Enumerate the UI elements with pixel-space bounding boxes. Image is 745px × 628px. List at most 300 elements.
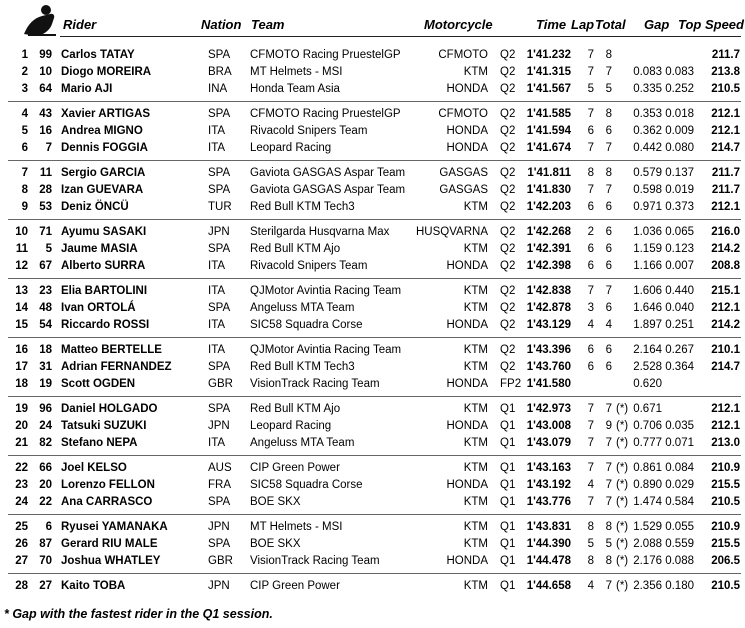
- rider-number: 27: [39, 580, 52, 592]
- rider-number: 64: [39, 83, 52, 95]
- rider-name: Mario AJI: [61, 83, 113, 95]
- total-laps: 7: [605, 142, 612, 154]
- rider-motorcycle: KTM: [463, 66, 488, 78]
- header-divider: [60, 36, 741, 37]
- lap-time: 1'42.391: [526, 243, 571, 255]
- rider-nation: ITA: [208, 142, 226, 154]
- rider-team: Red Bull KTM Tech3: [250, 361, 355, 373]
- session: Q1: [500, 420, 516, 432]
- table-row: [0, 536, 745, 553]
- table-row: [0, 199, 745, 216]
- rider-name: Ana CARRASCO: [61, 496, 153, 508]
- best-lap: 7: [587, 437, 594, 449]
- best-lap: 7: [587, 285, 594, 297]
- total-laps: 8: [605, 49, 612, 61]
- lap-time: 1'44.390: [526, 538, 571, 550]
- rider-position: 6: [21, 142, 28, 154]
- gap-previous: 0.018: [665, 108, 694, 120]
- gap-first: 1.529: [633, 521, 662, 533]
- gap-previous: 0.123: [665, 243, 694, 255]
- gap-previous: 0.040: [665, 302, 694, 314]
- q1-marker: (*): [616, 580, 629, 592]
- best-lap: 7: [587, 496, 594, 508]
- total-laps: 5: [605, 538, 612, 550]
- total-laps: 7: [605, 479, 612, 491]
- session: FP2: [500, 378, 522, 390]
- rider-number: 43: [39, 108, 52, 120]
- best-lap: 5: [587, 538, 594, 550]
- gap-first: 2.528: [633, 361, 662, 373]
- team-header: Team: [251, 17, 285, 32]
- rider-team: Angeluss MTA Team: [250, 302, 355, 314]
- top-speed: 212.1: [711, 403, 740, 415]
- rider-nation: ITA: [208, 344, 226, 356]
- rider-position: 21: [15, 437, 28, 449]
- rider-team: QJMotor Avintia Racing Team: [250, 344, 402, 356]
- total-laps: 7: [605, 403, 612, 415]
- rider-position: 18: [15, 378, 28, 390]
- gap-first: 2.356: [633, 580, 662, 592]
- rider-nation: AUS: [208, 462, 232, 474]
- rider-motorcycle: CFMOTO: [438, 108, 488, 120]
- rider-name: Andrea MIGNO: [61, 125, 143, 137]
- rider-name: Stefano NEPA: [61, 437, 138, 449]
- rider-nation: ITA: [208, 285, 226, 297]
- session: Q2: [500, 108, 516, 120]
- session: Q2: [500, 184, 516, 196]
- rider-position: 20: [15, 420, 28, 432]
- lap-time: 1'43.776: [526, 496, 571, 508]
- rider-motorcycle: GASGAS: [439, 184, 488, 196]
- table-row: [0, 165, 745, 182]
- rider-name: Diogo MOREIRA: [61, 66, 152, 78]
- rider-position: 16: [15, 344, 28, 356]
- time-header: Time: [536, 17, 567, 32]
- best-lap: 3: [587, 302, 594, 314]
- gap-first: 1.474: [633, 496, 662, 508]
- gap-first: 0.706: [633, 420, 662, 432]
- lap-time: 1'44.658: [526, 580, 571, 592]
- gap-previous: 0.364: [665, 361, 694, 373]
- rider-motorcycle: HONDA: [446, 125, 488, 137]
- gap-previous: 0.584: [665, 496, 694, 508]
- rider-position: 3: [21, 83, 28, 95]
- rider-position: 19: [15, 403, 28, 415]
- rider-team: Rivacold Snipers Team: [250, 260, 368, 272]
- rider-team: CFMOTO Racing PruestelGP: [250, 49, 401, 61]
- best-lap: 6: [587, 361, 594, 373]
- q1-marker: (*): [616, 437, 629, 449]
- rider-name: Scott OGDEN: [61, 378, 136, 390]
- session: Q1: [500, 462, 516, 474]
- rider-position: 2: [21, 66, 28, 78]
- total-header: Total: [595, 17, 626, 32]
- rider-position: 9: [21, 201, 28, 213]
- top-speed: 214.7: [711, 361, 740, 373]
- top-speed: 212.1: [711, 108, 740, 120]
- total-laps: 6: [605, 260, 612, 272]
- best-lap: 6: [587, 260, 594, 272]
- rider-position: 22: [15, 462, 28, 474]
- gap-previous: 0.440: [665, 285, 694, 297]
- table-row: [0, 300, 745, 317]
- rider-team: SIC58 Squadra Corse: [250, 479, 363, 491]
- rider-nation: GBR: [208, 378, 233, 390]
- top-speed: 213.0: [711, 437, 740, 449]
- lap-time: 1'43.129: [526, 319, 571, 331]
- rider-number: 28: [39, 184, 52, 196]
- lap-time: 1'41.674: [526, 142, 571, 154]
- top-speed: 210.5: [711, 496, 740, 508]
- rider-motorcycle: KTM: [463, 403, 488, 415]
- rider-nation: SPA: [208, 403, 231, 415]
- gap-first: 0.598: [633, 184, 662, 196]
- rider-nation: JPN: [208, 226, 230, 238]
- rider-nation: SPA: [208, 243, 231, 255]
- session: Q2: [500, 167, 516, 179]
- best-lap: 4: [587, 479, 594, 491]
- rider-name: Adrian FERNANDEZ: [61, 361, 172, 373]
- gap-first: 0.777: [633, 437, 662, 449]
- lap-time: 1'43.192: [526, 479, 571, 491]
- session: Q2: [500, 226, 516, 238]
- rider-name: Matteo BERTELLE: [61, 344, 162, 356]
- group-divider: [8, 278, 741, 279]
- rider-team: Leopard Racing: [250, 420, 332, 432]
- rider-motorcycle: KTM: [463, 521, 488, 533]
- top-speed: 212.1: [711, 302, 740, 314]
- gap-first: 0.362: [633, 125, 662, 137]
- rider-name: Dennis FOGGIA: [61, 142, 148, 154]
- table-row: [0, 106, 745, 123]
- top-speed: 210.1: [711, 344, 740, 356]
- rider-team: CIP Green Power: [250, 462, 340, 474]
- rider-number: 96: [39, 403, 52, 415]
- session: Q2: [500, 285, 516, 297]
- rider-motorcycle: HONDA: [446, 420, 488, 432]
- rider-motorcycle: GASGAS: [439, 167, 488, 179]
- rider-number: 20: [39, 479, 52, 491]
- rider-position: 15: [15, 319, 28, 331]
- table-row: [0, 123, 745, 140]
- rider-number: 11: [39, 167, 52, 179]
- top-speed: 213.8: [711, 66, 740, 78]
- rider-motorcycle: HONDA: [446, 378, 488, 390]
- lap-time: 1'43.831: [526, 521, 571, 533]
- gap-first: 0.971: [633, 201, 662, 213]
- rider-number: 71: [39, 226, 52, 238]
- rider-motorcycle: HONDA: [446, 83, 488, 95]
- rider-motorcycle: KTM: [463, 344, 488, 356]
- q1-marker: (*): [616, 496, 629, 508]
- table-row: [0, 140, 745, 157]
- table-row: [0, 64, 745, 81]
- rider-motorcycle: HONDA: [446, 319, 488, 331]
- rider-nation: ITA: [208, 319, 226, 331]
- session: Q2: [500, 361, 516, 373]
- session: Q2: [500, 201, 516, 213]
- rider-team: Leopard Racing: [250, 142, 332, 154]
- rider-nation: SPA: [208, 538, 231, 550]
- rider-name: Alberto SURRA: [61, 260, 146, 272]
- rider-position: 11: [15, 243, 28, 255]
- session: Q1: [500, 521, 516, 533]
- total-laps: 6: [605, 201, 612, 213]
- rider-name: Tatsuki SUZUKI: [61, 420, 147, 432]
- rider-name: Sergio GARCIA: [61, 167, 146, 179]
- rider-nation: FRA: [208, 479, 231, 491]
- rider-motorcycle: KTM: [463, 201, 488, 213]
- table-row: [0, 359, 745, 376]
- lap-time: 1'41.567: [526, 83, 571, 95]
- total-laps: 6: [605, 302, 612, 314]
- table-row: [0, 460, 745, 477]
- rider-number: 54: [39, 319, 52, 331]
- rider-nation: INA: [208, 83, 228, 95]
- rider-team: SIC58 Squadra Corse: [250, 319, 363, 331]
- session: Q1: [500, 437, 516, 449]
- rider-team: Gaviota GASGAS Aspar Team: [250, 167, 406, 179]
- q1-marker: (*): [616, 521, 629, 533]
- rider-name: Kaito TOBA: [61, 580, 126, 592]
- rider-nation: SPA: [208, 361, 231, 373]
- rider-number: 70: [39, 555, 52, 567]
- rider-team: MT Helmets - MSI: [250, 66, 343, 78]
- rider-number: 31: [39, 361, 52, 373]
- lap-time: 1'42.878: [526, 302, 571, 314]
- rider-name: Ryusei YAMANAKA: [61, 521, 168, 533]
- rider-nation: ITA: [208, 125, 226, 137]
- top-speed: 210.5: [711, 83, 740, 95]
- best-lap: 8: [587, 167, 594, 179]
- gap-header: Gap: [644, 17, 670, 32]
- rider-name: Lorenzo FELLON: [61, 479, 155, 491]
- gap-previous: 0.055: [665, 521, 694, 533]
- gap-first: 2.164: [633, 344, 662, 356]
- rider-team: CIP Green Power: [250, 580, 340, 592]
- motorcycle-rider-icon: [22, 4, 58, 38]
- rider-nation: ITA: [208, 260, 226, 272]
- gap-previous: 0.088: [665, 555, 694, 567]
- footnote: * Gap with the fastest rider in the Q1 session.: [4, 607, 273, 621]
- table-row: [0, 241, 745, 258]
- rider-nation: JPN: [208, 521, 230, 533]
- lap-time: 1'43.760: [526, 361, 571, 373]
- gap-first: 0.890: [633, 479, 662, 491]
- rider-team: VisionTrack Racing Team: [250, 378, 380, 390]
- rider-motorcycle: KTM: [463, 285, 488, 297]
- rider-team: CFMOTO Racing PruestelGP: [250, 108, 401, 120]
- rider-motorcycle: KTM: [463, 496, 488, 508]
- top-speed: 211.7: [711, 49, 740, 61]
- rider-motorcycle: HONDA: [446, 142, 488, 154]
- table-row: [0, 494, 745, 511]
- top-speed: 210.5: [711, 580, 740, 592]
- rider-motorcycle: KTM: [463, 302, 488, 314]
- gap-first: 0.861: [633, 462, 662, 474]
- total-laps: 6: [605, 226, 612, 238]
- table-row: [0, 418, 745, 435]
- rider-name: Ayumu SASAKI: [61, 226, 147, 238]
- best-lap: 7: [587, 462, 594, 474]
- group-divider: [8, 160, 741, 161]
- rider-number: 24: [39, 420, 52, 432]
- total-laps: 7: [605, 580, 612, 592]
- lap-time: 1'41.811: [527, 167, 571, 179]
- top-speed: 214.2: [711, 319, 740, 331]
- rider-motorcycle: CFMOTO: [438, 49, 488, 61]
- gap-previous: 0.251: [665, 319, 694, 331]
- lap-time: 1'42.203: [526, 201, 571, 213]
- rider-team: Red Bull KTM Ajo: [250, 243, 341, 255]
- lap-time: 1'41.585: [526, 108, 571, 120]
- gap-previous: 0.009: [665, 125, 694, 137]
- table-row: [0, 578, 745, 595]
- top-speed: 210.9: [711, 521, 740, 533]
- gap-previous: 0.180: [665, 580, 694, 592]
- rider-position: 14: [15, 302, 28, 314]
- nation-header: Nation: [201, 17, 242, 32]
- gap-first: 1.646: [633, 302, 662, 314]
- lap-time: 1'41.830: [526, 184, 571, 196]
- lap-header: Lap: [571, 17, 595, 32]
- rider-name: Jaume MASIA: [61, 243, 138, 255]
- table-row: [0, 283, 745, 300]
- rider-team: VisionTrack Racing Team: [250, 555, 380, 567]
- session: Q1: [500, 538, 516, 550]
- rider-number: 66: [39, 462, 52, 474]
- table-row: [0, 81, 745, 98]
- total-laps: 6: [605, 361, 612, 373]
- top-speed: 215.5: [711, 538, 740, 550]
- session: Q2: [500, 243, 516, 255]
- session: Q2: [500, 302, 516, 314]
- total-laps: 6: [605, 243, 612, 255]
- gap-first: 2.088: [633, 538, 662, 550]
- table-row: [0, 224, 745, 241]
- table-row: [0, 553, 745, 570]
- rider-position: 26: [15, 538, 28, 550]
- rider-position: 7: [21, 167, 28, 179]
- lap-time: 1'43.079: [526, 437, 571, 449]
- rider-team: Angeluss MTA Team: [250, 437, 355, 449]
- rider-position: 17: [15, 361, 28, 373]
- top-speed: 215.1: [711, 285, 740, 297]
- rider-number: 82: [39, 437, 52, 449]
- group-divider: [8, 514, 741, 515]
- best-lap: 5: [587, 83, 594, 95]
- best-lap: 7: [587, 403, 594, 415]
- table-row: [0, 258, 745, 275]
- top-speed: 211.7: [711, 167, 740, 179]
- gap-previous: 0.080: [665, 142, 694, 154]
- table-row: [0, 317, 745, 334]
- rider-nation: SPA: [208, 302, 231, 314]
- rider-number: 5: [45, 243, 52, 255]
- q1-marker: (*): [616, 555, 629, 567]
- rider-number: 7: [45, 142, 52, 154]
- rider-motorcycle: KTM: [463, 538, 488, 550]
- rider-motorcycle: HONDA: [446, 260, 488, 272]
- rider-motorcycle: HONDA: [446, 555, 488, 567]
- rider-motorcycle: KTM: [463, 437, 488, 449]
- gap-previous: 0.035: [665, 420, 694, 432]
- lap-time: 1'41.232: [526, 49, 571, 61]
- lap-time: 1'43.163: [526, 462, 571, 474]
- rider-motorcycle: HUSQVARNA: [416, 226, 488, 238]
- rider-position: 23: [15, 479, 28, 491]
- rider-team: Gaviota GASGAS Aspar Team: [250, 184, 406, 196]
- rider-position: 8: [21, 184, 28, 196]
- rider-position: 28: [15, 580, 28, 592]
- gap-previous: 0.137: [665, 167, 694, 179]
- rider-team: Red Bull KTM Ajo: [250, 403, 341, 415]
- rider-team: QJMotor Avintia Racing Team: [250, 285, 402, 297]
- session: Q2: [500, 142, 516, 154]
- gap-previous: 0.071: [665, 437, 694, 449]
- session: Q1: [500, 403, 516, 415]
- total-laps: 7: [605, 462, 612, 474]
- rider-team: Sterilgarda Husqvarna Max: [250, 226, 390, 238]
- gap-previous: 0.559: [665, 538, 694, 550]
- rider-number: 53: [39, 201, 52, 213]
- rider-team: Red Bull KTM Tech3: [250, 201, 355, 213]
- top-speed: 206.5: [711, 555, 740, 567]
- top-speed: 211.7: [711, 184, 740, 196]
- lap-time: 1'41.594: [526, 125, 571, 137]
- gap-first: 1.159: [633, 243, 662, 255]
- rider-number: 99: [39, 49, 52, 61]
- top-speed: 214.7: [711, 142, 740, 154]
- best-lap: 7: [587, 142, 594, 154]
- gap-first: 0.620: [633, 378, 662, 390]
- best-lap: 6: [587, 243, 594, 255]
- top-speed-header: Top Speed: [678, 17, 744, 32]
- top-speed: 210.9: [711, 462, 740, 474]
- total-laps: 7: [605, 184, 612, 196]
- total-laps: 7: [605, 285, 612, 297]
- gap-previous: 0.373: [665, 201, 694, 213]
- best-lap: 7: [587, 66, 594, 78]
- best-lap: 2: [587, 226, 594, 238]
- best-lap: 7: [587, 49, 594, 61]
- rider-nation: SPA: [208, 49, 231, 61]
- rider-motorcycle: KTM: [463, 243, 488, 255]
- q1-marker: (*): [616, 403, 629, 415]
- q1-marker: (*): [616, 479, 629, 491]
- total-laps: 7: [605, 66, 612, 78]
- table-row: [0, 477, 745, 494]
- best-lap: 7: [587, 184, 594, 196]
- gap-first: 0.353: [633, 108, 662, 120]
- gap-first: 0.335: [633, 83, 662, 95]
- total-laps: 8: [605, 521, 612, 533]
- lap-time: 1'42.268: [526, 226, 571, 238]
- total-laps: 7: [605, 437, 612, 449]
- rider-number: 87: [39, 538, 52, 550]
- rider-number: 67: [39, 260, 52, 272]
- rider-position: 1: [21, 49, 28, 61]
- best-lap: 8: [587, 555, 594, 567]
- total-laps: 8: [605, 167, 612, 179]
- rider-position: 4: [21, 108, 28, 120]
- lap-time: 1'42.838: [526, 285, 571, 297]
- session: Q2: [500, 66, 516, 78]
- group-divider: [8, 396, 741, 397]
- rider-position: 10: [15, 226, 28, 238]
- rider-number: 22: [39, 496, 52, 508]
- rider-name: Izan GUEVARA: [61, 184, 144, 196]
